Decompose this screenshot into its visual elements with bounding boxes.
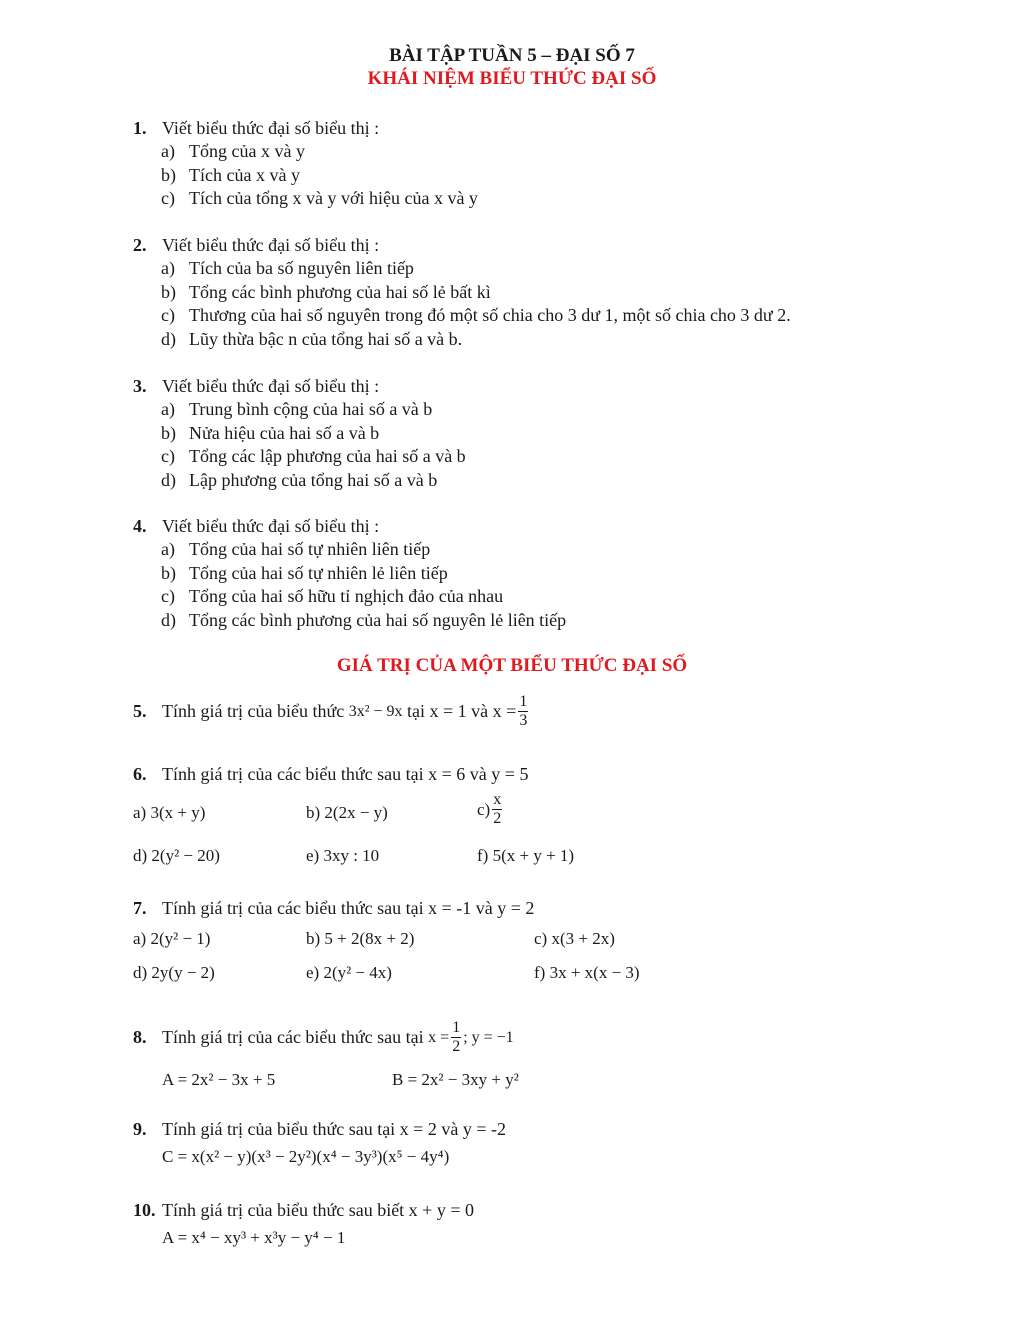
fraction-denominator: 2 (493, 810, 502, 827)
question-number: 9. (133, 1119, 147, 1139)
item-text: Lập phương của tổng hai số a và b (189, 469, 438, 490)
fraction (518, 694, 528, 729)
question-number: 10. (133, 1200, 156, 1220)
fraction-numerator: 1 (452, 1019, 461, 1036)
x-value: x = (428, 1028, 450, 1046)
item-text: Lũy thừa bậc n của tổng hai số a và b. (189, 328, 463, 349)
question-4 (133, 515, 566, 632)
expr-6f: f) 5(x + y + 1) (477, 846, 575, 865)
question-3 (133, 375, 466, 492)
item-text: Tích của ba số nguyên liên tiếp (189, 258, 414, 279)
item-label: b) (161, 164, 176, 185)
question-number: 2. (133, 235, 147, 255)
question-9 (133, 1119, 506, 1140)
fraction-numerator: x (493, 791, 502, 808)
item-text: Tích của tổng x và y với hiệu của x và y (189, 188, 478, 209)
fraction-denominator: 2 (452, 1038, 461, 1055)
item-label: b) (161, 422, 176, 443)
question-10 (133, 1200, 474, 1221)
item-label: d) (161, 328, 176, 349)
expr-7e: e) 2(y² − 4x) (306, 963, 392, 982)
expr-7d: d) 2y(y − 2) (133, 963, 215, 982)
item-label: c) (161, 305, 175, 326)
question-7 (133, 898, 534, 919)
item-label: c) (477, 799, 491, 819)
item-label: a) (161, 141, 175, 162)
item-text: Tổng của hai số tự nhiên lẻ liên tiếp (189, 562, 448, 583)
item-text: Tổng các lập phương của hai số a và b (189, 446, 466, 467)
worksheet-title: BÀI TẬP TUẦN 5 – ĐẠI SỐ 7 (389, 45, 635, 66)
question-2 (133, 234, 791, 351)
item-label: d) (161, 609, 176, 630)
expr-8B: B = 2x² − 3xy + y² (392, 1070, 519, 1089)
item-text: Tổng các bình phương của hai số nguyên lẻ liên tiếp (189, 609, 567, 630)
question-number: 8. (133, 1027, 147, 1047)
fraction-denominator: 3 (519, 712, 528, 729)
question-5 (133, 694, 530, 729)
expr-8A: A = 2x² − 3x + 5 (162, 1070, 276, 1089)
expr-10A: A = x⁴ − xy³ + x³y − y⁴ − 1 (162, 1228, 346, 1247)
expression: 3x² − 9x (348, 702, 403, 720)
y-value: ; y = −1 (463, 1028, 514, 1046)
question-text: Viết biểu thức đại số biểu thị : (162, 235, 380, 255)
expr-7f: f) 3x + x(x − 3) (534, 963, 640, 982)
question-number: 5. (133, 701, 147, 721)
item-text: Tổng của hai số tự nhiên liên tiếp (189, 539, 431, 560)
item-text: Tổng của x và y (189, 141, 305, 162)
question-6 (133, 764, 528, 785)
item-label: a) (161, 539, 175, 560)
question-number: 4. (133, 516, 147, 536)
item-label: c) (161, 446, 175, 467)
item-label: a) (161, 258, 175, 279)
question-1 (133, 117, 478, 211)
question-number: 7. (133, 898, 147, 918)
item-label: c) (161, 586, 175, 607)
item-text: Tích của x và y (189, 164, 300, 185)
section-heading-concepts: KHÁI NIỆM BIỂU THỨC ĐẠI SỐ (367, 68, 657, 89)
item-label: b) (161, 281, 176, 302)
question-number: 3. (133, 376, 147, 396)
question-number: 1. (133, 118, 147, 138)
item-text: Tổng của hai số hữu tỉ nghịch đảo của nhau (189, 586, 504, 607)
item-label: a) (161, 399, 175, 420)
fraction-numerator: 1 (519, 693, 528, 710)
item-label: c) (161, 188, 175, 209)
question-number: 6. (133, 764, 147, 784)
item-label: b) (161, 562, 176, 583)
expr-7a: a) 2(y² − 1) (133, 929, 211, 948)
question-text: Tính giá trị của biểu thức (162, 701, 345, 721)
question-text: Tính giá trị của các biểu thức sau tại (162, 1027, 424, 1047)
question-8 (133, 1020, 514, 1055)
question-text: Viết biểu thức đại số biểu thị : (162, 118, 380, 138)
question-text: Tính giá trị của các biểu thức sau tại x = 6 và y = 5 (162, 764, 529, 784)
item-text: Nửa hiệu của hai số a và b (189, 422, 380, 443)
fraction (451, 1020, 461, 1055)
expr-7b: b) 5 + 2(8x + 2) (306, 929, 415, 948)
item-text: Thương của hai số nguyên trong đó một số chia cho 3 dư 1, một số chia cho 3 dư 2. (189, 305, 791, 326)
question-text: Tính giá trị của biểu thức sau biết x + y = 0 (162, 1200, 474, 1220)
expr-6a: a) 3(x + y) (133, 803, 206, 822)
expr-6c (477, 792, 504, 827)
question-text: Viết biểu thức đại số biểu thị : (162, 376, 380, 396)
item-text: Trung bình cộng của hai số a và b (189, 399, 433, 420)
expr-9C: C = x(x² − y)(x³ − 2y²)(x⁴ − 3y³)(x⁵ − 4y⁴) (162, 1147, 450, 1166)
fraction (492, 792, 502, 827)
expr-6e: e) 3xy : 10 (306, 846, 380, 865)
expr-6b: b) 2(2x − y) (306, 803, 388, 822)
expr-7c: c) x(3 + 2x) (534, 929, 615, 948)
item-label: d) (161, 469, 176, 490)
section-heading-values: GIÁ TRỊ CỦA MỘT BIỂU THỨC ĐẠI SỐ (336, 655, 688, 676)
question-text: Viết biểu thức đại số biểu thị : (162, 516, 380, 536)
question-text: Tính giá trị của các biểu thức sau tại x = -1 và y = 2 (162, 898, 535, 918)
question-text: Tính giá trị của biểu thức sau tại x = 2 và y = -2 (162, 1119, 506, 1139)
item-text: Tổng các bình phương của hai số lẻ bất kì (189, 281, 491, 302)
condition: tại x = 1 và x = (407, 701, 517, 721)
expr-6d: d) 2(y² − 20) (133, 846, 220, 865)
